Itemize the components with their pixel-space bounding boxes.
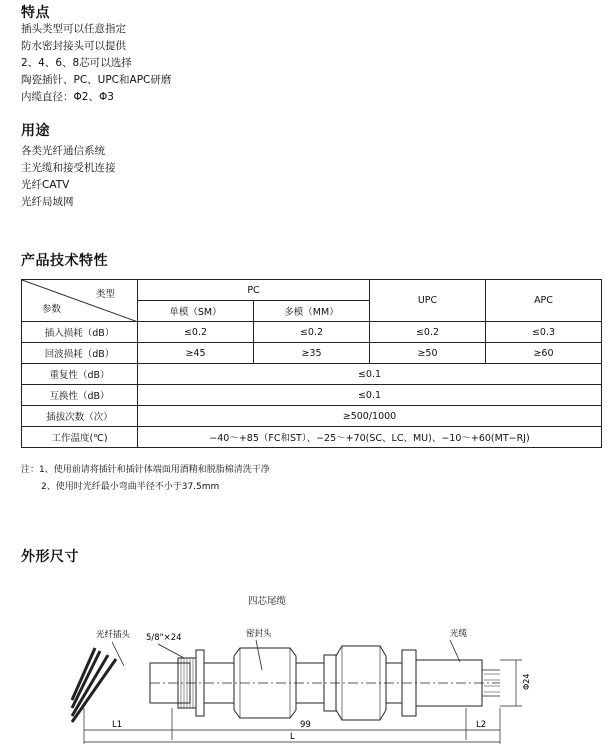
usage-list bbox=[21, 143, 116, 211]
header-upc: UPC bbox=[370, 280, 486, 322]
notes bbox=[21, 462, 270, 496]
cell-mm: ≥35 bbox=[254, 343, 370, 364]
row-label: 工作温度(℃) bbox=[22, 427, 138, 448]
row-label: 插拔次数（次） bbox=[22, 406, 138, 427]
header-mm: 多模（MM） bbox=[254, 301, 370, 322]
cell-merged: −40～+85（FC和ST）、−25～+70(SC、LC、MU)、−10～+60(MT−RJ) bbox=[138, 427, 602, 448]
list-item: 各类光纤通信系统 bbox=[21, 145, 105, 157]
cell-sm: ≤0.2 bbox=[138, 322, 254, 343]
list-item: 陶瓷插针、PC、UPC和APC研磨 bbox=[21, 74, 172, 86]
diameter-dim bbox=[500, 660, 522, 706]
row-label: 插入损耗（dB） bbox=[22, 322, 138, 343]
row-label: 互换性（dB） bbox=[22, 385, 138, 406]
list-item: 内缆直径：Φ2、Φ3 bbox=[21, 91, 114, 103]
cell-upc: ≤0.2 bbox=[370, 322, 486, 343]
features-title: 特点 bbox=[21, 5, 50, 21]
thread-leader bbox=[158, 644, 184, 658]
header-diagonal-cell bbox=[22, 280, 138, 322]
cell-apc: ≥60 bbox=[486, 343, 602, 364]
cable-leader bbox=[450, 640, 460, 662]
cell-merged: ≥500/1000 bbox=[138, 406, 602, 427]
cell-mm: ≤0.2 bbox=[254, 322, 370, 343]
row-label: 重复性（dB） bbox=[22, 364, 138, 385]
note-2: 2、使用时光纤最小弯曲半径不小于37.5mm bbox=[41, 482, 220, 492]
features-list bbox=[21, 21, 171, 106]
diagonal-line bbox=[22, 280, 138, 322]
label-plug: 光纤插头 bbox=[96, 630, 131, 640]
cell-upc: ≥50 bbox=[370, 343, 486, 364]
note-1: 注：1、使用前请将插针和插针体端面用酒精和脱脂棉清洗干净 bbox=[21, 465, 270, 475]
fiber-4 bbox=[72, 659, 116, 722]
header-param: 参数 bbox=[42, 304, 62, 315]
drawing-title: 四芯尾缆 bbox=[248, 596, 287, 607]
row-label: 回波损耗（dB） bbox=[22, 343, 138, 364]
list-item: 2、4、6、8芯可以选择 bbox=[21, 57, 132, 69]
table-row bbox=[22, 364, 602, 385]
header-type: 类型 bbox=[95, 289, 115, 300]
cell-merged: ≤0.1 bbox=[138, 364, 602, 385]
list-item: 光纤CATV bbox=[21, 179, 70, 191]
label-l2: L2 bbox=[476, 720, 487, 730]
label-cable: 光缆 bbox=[450, 629, 468, 639]
cell-apc: ≤0.3 bbox=[486, 322, 602, 343]
header-sm: 单模（SM） bbox=[138, 301, 254, 322]
list-item: 插头类型可以任意指定 bbox=[21, 23, 126, 35]
usage-title: 用途 bbox=[21, 123, 50, 139]
table-row bbox=[22, 343, 602, 364]
label-seal: 密封头 bbox=[246, 629, 272, 639]
cell-merged: ≤0.1 bbox=[138, 385, 602, 406]
label-dia: Φ24 bbox=[522, 673, 531, 690]
table-row bbox=[22, 406, 602, 427]
list-item: 防水密封接头可以提供 bbox=[21, 40, 126, 52]
list-item: 主光缆和接受机连接 bbox=[21, 162, 116, 174]
dimensions-title: 外形尺寸 bbox=[21, 549, 79, 565]
label-l: L bbox=[290, 732, 295, 742]
cell-sm: ≥45 bbox=[138, 343, 254, 364]
label-thread: 5/8"×24 bbox=[146, 633, 182, 643]
header-apc: APC bbox=[486, 280, 602, 322]
table-row bbox=[22, 385, 602, 406]
table-row bbox=[22, 427, 602, 448]
cable-assembly-drawing bbox=[0, 600, 609, 752]
spec-title: 产品技术特性 bbox=[21, 253, 108, 269]
list-item: 光纤局域网 bbox=[21, 196, 74, 208]
table-row bbox=[22, 322, 602, 343]
spec-table bbox=[21, 279, 602, 448]
header-pc: PC bbox=[138, 280, 370, 301]
label-l1: L1 bbox=[112, 720, 123, 730]
seal-leader bbox=[256, 640, 262, 670]
label-99: 99 bbox=[300, 720, 311, 730]
